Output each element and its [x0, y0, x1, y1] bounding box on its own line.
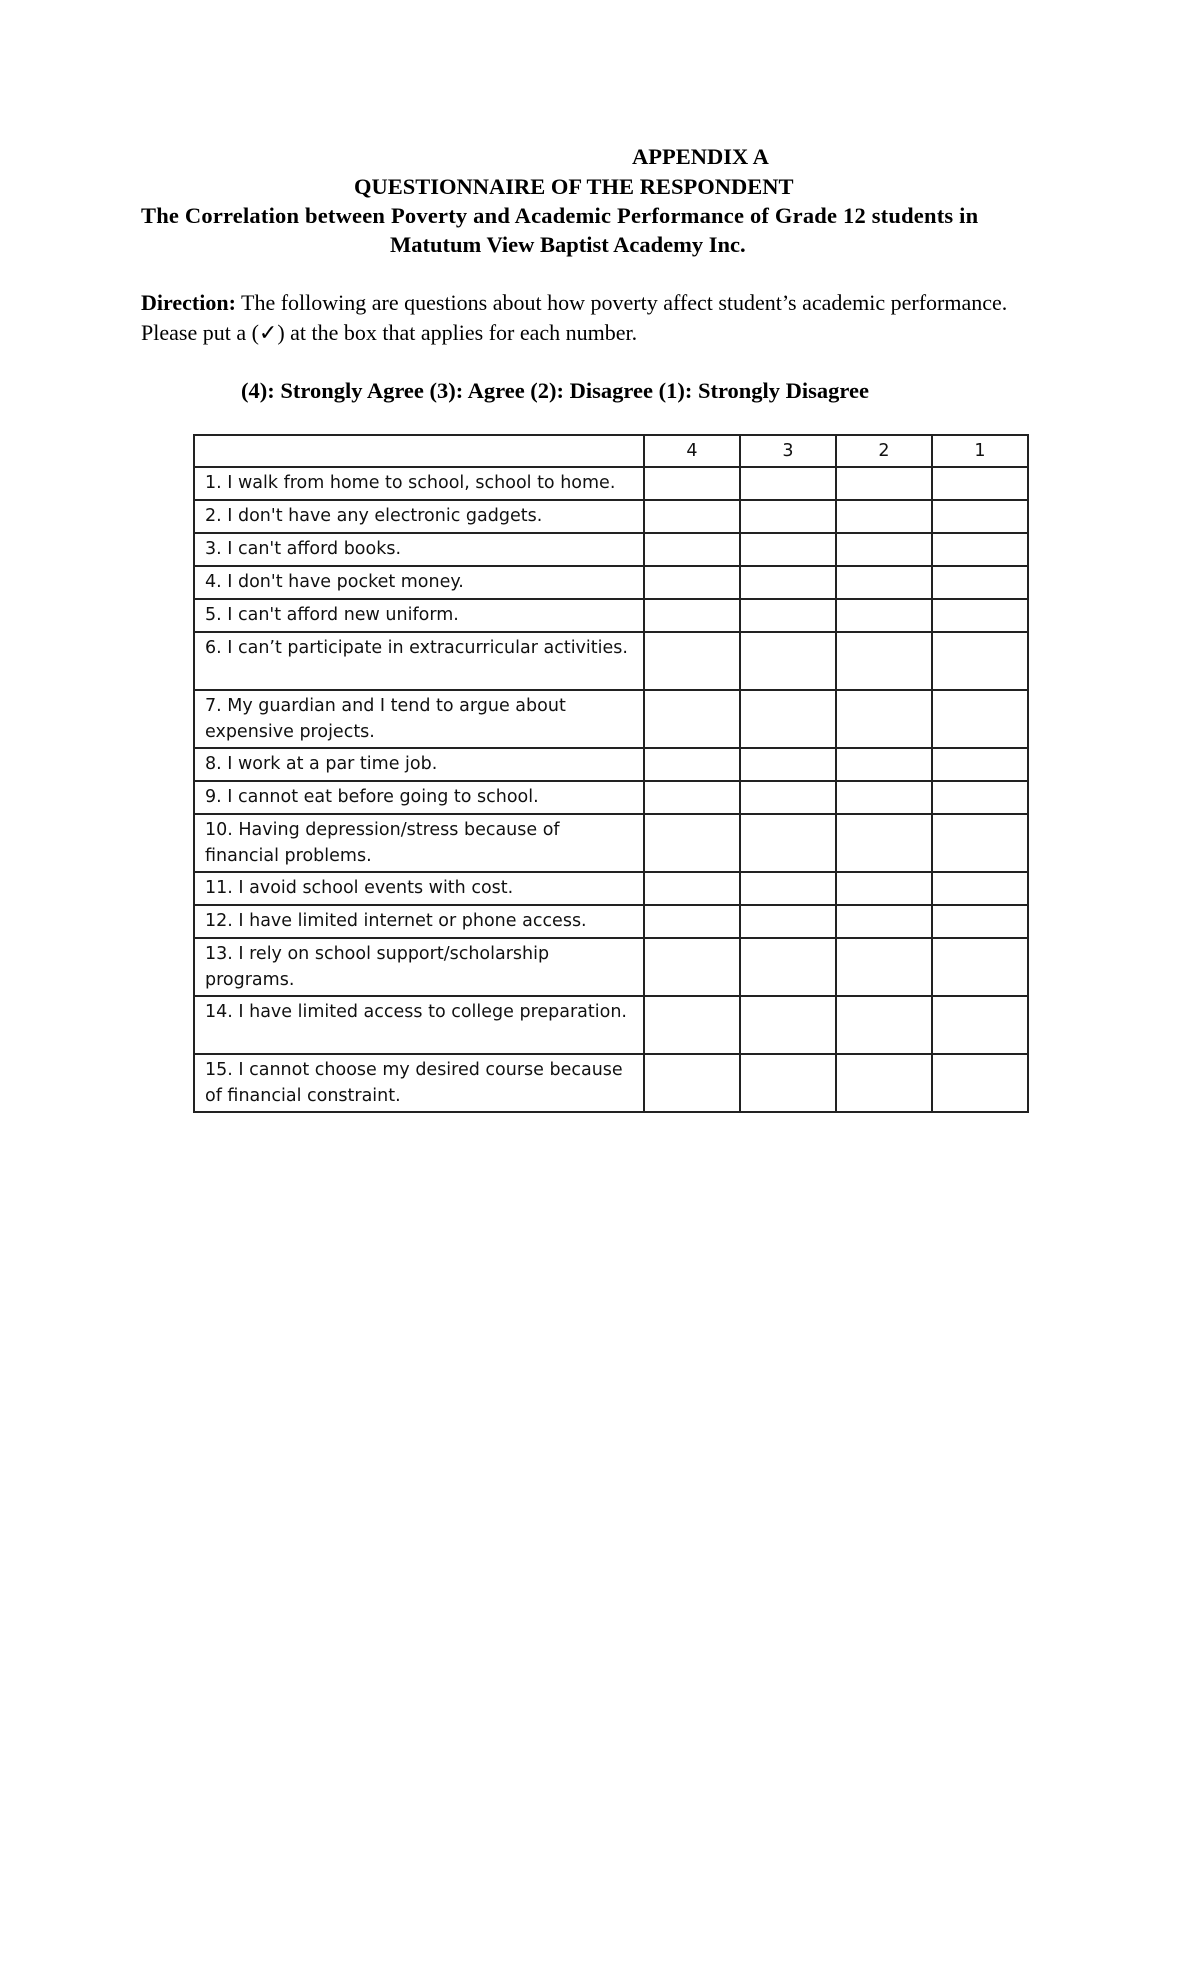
- rating-checkbox-3[interactable]: [740, 566, 836, 599]
- table-row: [194, 872, 1028, 905]
- rating-checkbox-4[interactable]: [644, 996, 740, 1054]
- rating-checkbox-2[interactable]: [836, 938, 932, 996]
- rating-checkbox-4[interactable]: [644, 814, 740, 872]
- rating-checkbox-2[interactable]: [836, 690, 932, 748]
- rating-header-3: 3: [740, 435, 836, 467]
- table-row: [194, 632, 1028, 690]
- rating-checkbox-3[interactable]: [740, 748, 836, 781]
- rating-checkbox-2[interactable]: [836, 872, 932, 905]
- rating-checkbox-4[interactable]: [644, 500, 740, 533]
- table-row: [194, 748, 1028, 781]
- table-row: [194, 690, 1028, 748]
- rating-checkbox-1[interactable]: [932, 996, 1028, 1054]
- rating-checkbox-4[interactable]: [644, 905, 740, 938]
- table-row: [194, 533, 1028, 566]
- statement-column-header: [194, 435, 644, 467]
- statement-cell: 14. I have limited access to college preparation.: [194, 996, 644, 1054]
- study-title-line-2: Matutum View Baptist Academy Inc.: [390, 232, 746, 257]
- statement-cell: 1. I walk from home to school, school to home.: [194, 467, 644, 500]
- rating-checkbox-3[interactable]: [740, 500, 836, 533]
- rating-checkbox-3[interactable]: [740, 781, 836, 814]
- statement-cell: 3. I can't afford books.: [194, 533, 644, 566]
- rating-header-1: 1: [932, 435, 1028, 467]
- rating-checkbox-4[interactable]: [644, 467, 740, 500]
- rating-checkbox-1[interactable]: [932, 748, 1028, 781]
- rating-checkbox-2[interactable]: [836, 781, 932, 814]
- rating-checkbox-1[interactable]: [932, 781, 1028, 814]
- statement-cell: 7. My guardian and I tend to argue about expensive projects.: [194, 690, 644, 748]
- rating-checkbox-4[interactable]: [644, 748, 740, 781]
- rating-header-2: 2: [836, 435, 932, 467]
- rating-checkbox-2[interactable]: [836, 467, 932, 500]
- statement-cell: 10. Having depression/stress because of financial problems.: [194, 814, 644, 872]
- rating-checkbox-3[interactable]: [740, 905, 836, 938]
- table-row: [194, 905, 1028, 938]
- rating-checkbox-1[interactable]: [932, 500, 1028, 533]
- rating-checkbox-3[interactable]: [740, 1054, 836, 1112]
- rating-checkbox-4[interactable]: [644, 599, 740, 632]
- rating-checkbox-1[interactable]: [932, 533, 1028, 566]
- rating-checkbox-1[interactable]: [932, 566, 1028, 599]
- rating-checkbox-2[interactable]: [836, 814, 932, 872]
- rating-checkbox-4[interactable]: [644, 1054, 740, 1112]
- rating-checkbox-3[interactable]: [740, 938, 836, 996]
- statement-cell: 12. I have limited internet or phone access.: [194, 905, 644, 938]
- table-row: [194, 566, 1028, 599]
- rating-checkbox-1[interactable]: [932, 690, 1028, 748]
- statement-cell: 11. I avoid school events with cost.: [194, 872, 644, 905]
- rating-checkbox-3[interactable]: [740, 632, 836, 690]
- rating-checkbox-1[interactable]: [932, 632, 1028, 690]
- rating-checkbox-4[interactable]: [644, 632, 740, 690]
- rating-checkbox-1[interactable]: [932, 872, 1028, 905]
- table-row: [194, 500, 1028, 533]
- rating-checkbox-1[interactable]: [932, 814, 1028, 872]
- rating-checkbox-2[interactable]: [836, 1054, 932, 1112]
- rating-checkbox-2[interactable]: [836, 748, 932, 781]
- survey-table-body: [194, 467, 1028, 1112]
- table-row: [194, 814, 1028, 872]
- rating-checkbox-3[interactable]: [740, 872, 836, 905]
- statement-cell: 5. I can't afford new uniform.: [194, 599, 644, 632]
- rating-checkbox-4[interactable]: [644, 690, 740, 748]
- rating-checkbox-2[interactable]: [836, 599, 932, 632]
- table-row: [194, 467, 1028, 500]
- statement-cell: 4. I don't have pocket money.: [194, 566, 644, 599]
- statement-cell: 13. I rely on school support/scholarship programs.: [194, 938, 644, 996]
- statement-cell: 8. I work at a par time job.: [194, 748, 644, 781]
- statement-cell: 6. I can’t participate in extracurricular activities.: [194, 632, 644, 690]
- rating-checkbox-2[interactable]: [836, 566, 932, 599]
- rating-checkbox-2[interactable]: [836, 500, 932, 533]
- rating-checkbox-4[interactable]: [644, 566, 740, 599]
- rating-checkbox-1[interactable]: [932, 599, 1028, 632]
- rating-scale-legend: (4): Strongly Agree (3): Agree (2): Disagree (1): Strongly Disagree: [241, 378, 869, 403]
- rating-checkbox-3[interactable]: [740, 533, 836, 566]
- rating-checkbox-4[interactable]: [644, 533, 740, 566]
- table-row: [194, 996, 1028, 1054]
- rating-checkbox-3[interactable]: [740, 814, 836, 872]
- questionnaire-title: QUESTIONNAIRE OF THE RESPONDENT: [354, 174, 794, 199]
- rating-checkbox-3[interactable]: [740, 467, 836, 500]
- rating-checkbox-4[interactable]: [644, 872, 740, 905]
- rating-checkbox-2[interactable]: [836, 905, 932, 938]
- rating-checkbox-4[interactable]: [644, 781, 740, 814]
- rating-header-4: 4: [644, 435, 740, 467]
- rating-checkbox-2[interactable]: [836, 996, 932, 1054]
- table-row: [194, 938, 1028, 996]
- rating-checkbox-3[interactable]: [740, 690, 836, 748]
- statement-cell: 15. I cannot choose my desired course because of financial constraint.: [194, 1054, 644, 1112]
- rating-checkbox-1[interactable]: [932, 938, 1028, 996]
- appendix-title: APPENDIX A: [632, 144, 769, 169]
- rating-checkbox-4[interactable]: [644, 938, 740, 996]
- statement-cell: 9. I cannot eat before going to school.: [194, 781, 644, 814]
- table-header-row: [194, 435, 1028, 467]
- direction-paragraph: [141, 288, 1041, 348]
- rating-checkbox-1[interactable]: [932, 905, 1028, 938]
- survey-table: [193, 434, 1029, 1113]
- table-row: [194, 781, 1028, 814]
- table-row: [194, 599, 1028, 632]
- rating-checkbox-2[interactable]: [836, 533, 932, 566]
- rating-checkbox-1[interactable]: [932, 1054, 1028, 1112]
- rating-checkbox-1[interactable]: [932, 467, 1028, 500]
- rating-checkbox-2[interactable]: [836, 632, 932, 690]
- direction-text: The following are questions about how poverty affect student’s academic performance. Please put a (✓) at the box that applies for each number.: [141, 290, 1008, 345]
- direction-label: Direction:: [141, 290, 236, 315]
- statement-cell: 2. I don't have any electronic gadgets.: [194, 500, 644, 533]
- table-row: [194, 1054, 1028, 1112]
- rating-checkbox-3[interactable]: [740, 996, 836, 1054]
- rating-checkbox-3[interactable]: [740, 599, 836, 632]
- study-title-line-1: The Correlation between Poverty and Academic Performance of Grade 12 students in: [141, 203, 979, 228]
